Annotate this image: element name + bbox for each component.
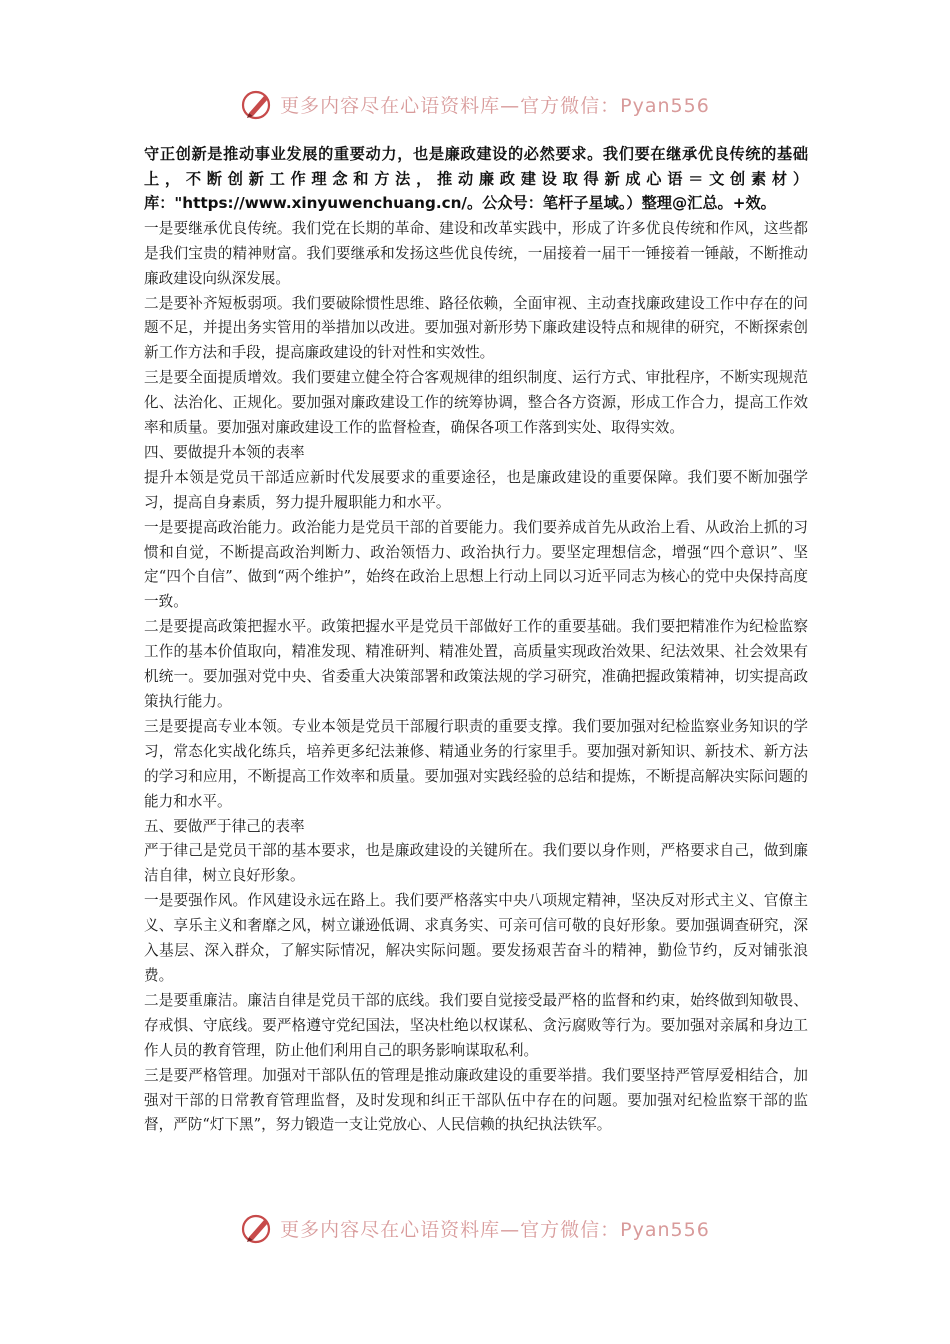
watermark-banner-bottom xyxy=(0,1208,950,1248)
paragraph: 提升本领是党员干部适应新时代发展要求的重要途径，也是廉政建设的重要保障。我们要不断加强学习，提高自身素质，努力提升履职能力和水平。 xyxy=(144,468,808,511)
paragraph: 三是要全面提质增效。我们要建立健全符合客观规律的组织制度、运行方式、审批程序，不断实现规范化、法治化、正规化。要加强对廉政建设工作的统筹协调，整合各方资源，形成工作合力，提高工作效率和质量。要加强对廉政建设工作的监督检查，确保各项工作落到实处、取得实效。 xyxy=(144,369,808,437)
pen-logo-icon xyxy=(240,87,274,121)
watermark-text: 更多内容尽在心语资料库—官方微信：Pyan556 xyxy=(280,94,710,117)
paragraph: 三是要提高专业本领。专业本领是党员干部履行职责的重要支撑。我们要加强对纪检监察业务知识的学习，常态化实战化练兵，培养更多纪法兼修、精通业务的行家里手。要加强对新知识、新技术、新方法的学习和应用，不断提高工作效率和质量。要加强对实践经验的总结和提炼，不断提高解决实际问题的能力和水平。 xyxy=(144,717,808,810)
paragraph: 二是要提高政策把握水平。政策把握水平是党员干部做好工作的重要基础。我们要把精准作为纪检监察工作的基本价值取向，精准发现、精准研判、精准处置，高质量实现政治效果、纪法效果、社会效果有机统一。要加强对党中央、省委重大决策部署和政策法规的学习研究，准确把握政策精神，切实提高政策执行能力。 xyxy=(144,618,808,710)
document-body xyxy=(144,142,808,1138)
paragraph-lead: 守正创新是推动事业发展的重要动力，也是廉政建设的必然要求。我们要在继承优良传统的基础上，不断创新工作理念和方法，推动廉政建设取得新成心语＝文创素材）库："https://www.xinyuwenchuang.cn/。公众号：笔杆子星域。）整理@汇总。+效。 xyxy=(144,145,808,213)
section-heading: 五、要做严于律己的表率 xyxy=(144,817,305,835)
paragraph: 严于律己是党员干部的基本要求，也是廉政建设的关键所在。我们要以身作则，严格要求自己，做到廉洁自律，树立良好形象。 xyxy=(144,842,808,885)
pen-logo-icon xyxy=(240,1211,274,1245)
paragraph: 二是要补齐短板弱项。我们要破除惯性思维、路径依赖，全面审视、主动查找廉政建设工作中存在的问题不足，并提出务实管用的举措加以改进。要加强对新形势下廉政建设特点和规律的研究，不断探索创新工作方法和手段，提高廉政建设的针对性和实效性。 xyxy=(144,294,808,362)
paragraph: 一是要继承优良传统。我们党在长期的革命、建设和改革实践中，形成了许多优良传统和作风，这些都是我们宝贵的精神财富。我们要继承和发扬这些优良传统，一届接着一届干一锤接着一锤敲，不断推动廉政建设向纵深发展。 xyxy=(144,219,808,287)
section-heading: 四、要做提升本领的表率 xyxy=(144,443,305,461)
paragraph: 一是要提高政治能力。政治能力是党员干部的首要能力。我们要养成首先从政治上看、从政治上抓的习惯和自觉，不断提高政治判断力、政治领悟力、政治执行力。要坚定理想信念，增强“四个意识”、坚定“四个自信”、做到“两个维护”，始终在政治上思想上行动上同以习近平同志为核心的党中央保持高度一致。 xyxy=(144,518,808,611)
watermark-banner-top xyxy=(0,84,950,124)
watermark-text: 更多内容尽在心语资料库—官方微信：Pyan556 xyxy=(280,1218,710,1241)
paragraph: 三是要严格管理。加强对干部队伍的管理是推动廉政建设的重要举措。我们要坚持严管厚爱相结合，加强对干部的日常教育管理监督，及时发现和纠正干部队伍中存在的问题。要加强对纪检监察干部的监督，严防“灯下黑”，努力锻造一支让党放心、人民信赖的执纪执法铁军。 xyxy=(144,1066,808,1134)
paragraph: 二是要重廉洁。廉洁自律是党员干部的底线。我们要自觉接受最严格的监督和约束，始终做到知敬畏、存戒惧、守底线。要严格遵守党纪国法，坚决杜绝以权谋私、贪污腐败等行为。要加强对亲属和身边工作人员的教育管理，防止他们利用自己的职务影响谋取私利。 xyxy=(144,991,808,1059)
paragraph: 一是要强作风。作风建设永远在路上。我们要严格落实中央八项规定精神，坚决反对形式主义、官僚主义、享乐主义和奢靡之风，树立谦逊低调、求真务实、可亲可信可敬的良好形象。要加强调查研究，深入基层、深入群众，了解实际情况，解决实际问题。要发扬艰苦奋斗的精神，勤俭节约，反对铺张浪费。 xyxy=(144,892,808,984)
